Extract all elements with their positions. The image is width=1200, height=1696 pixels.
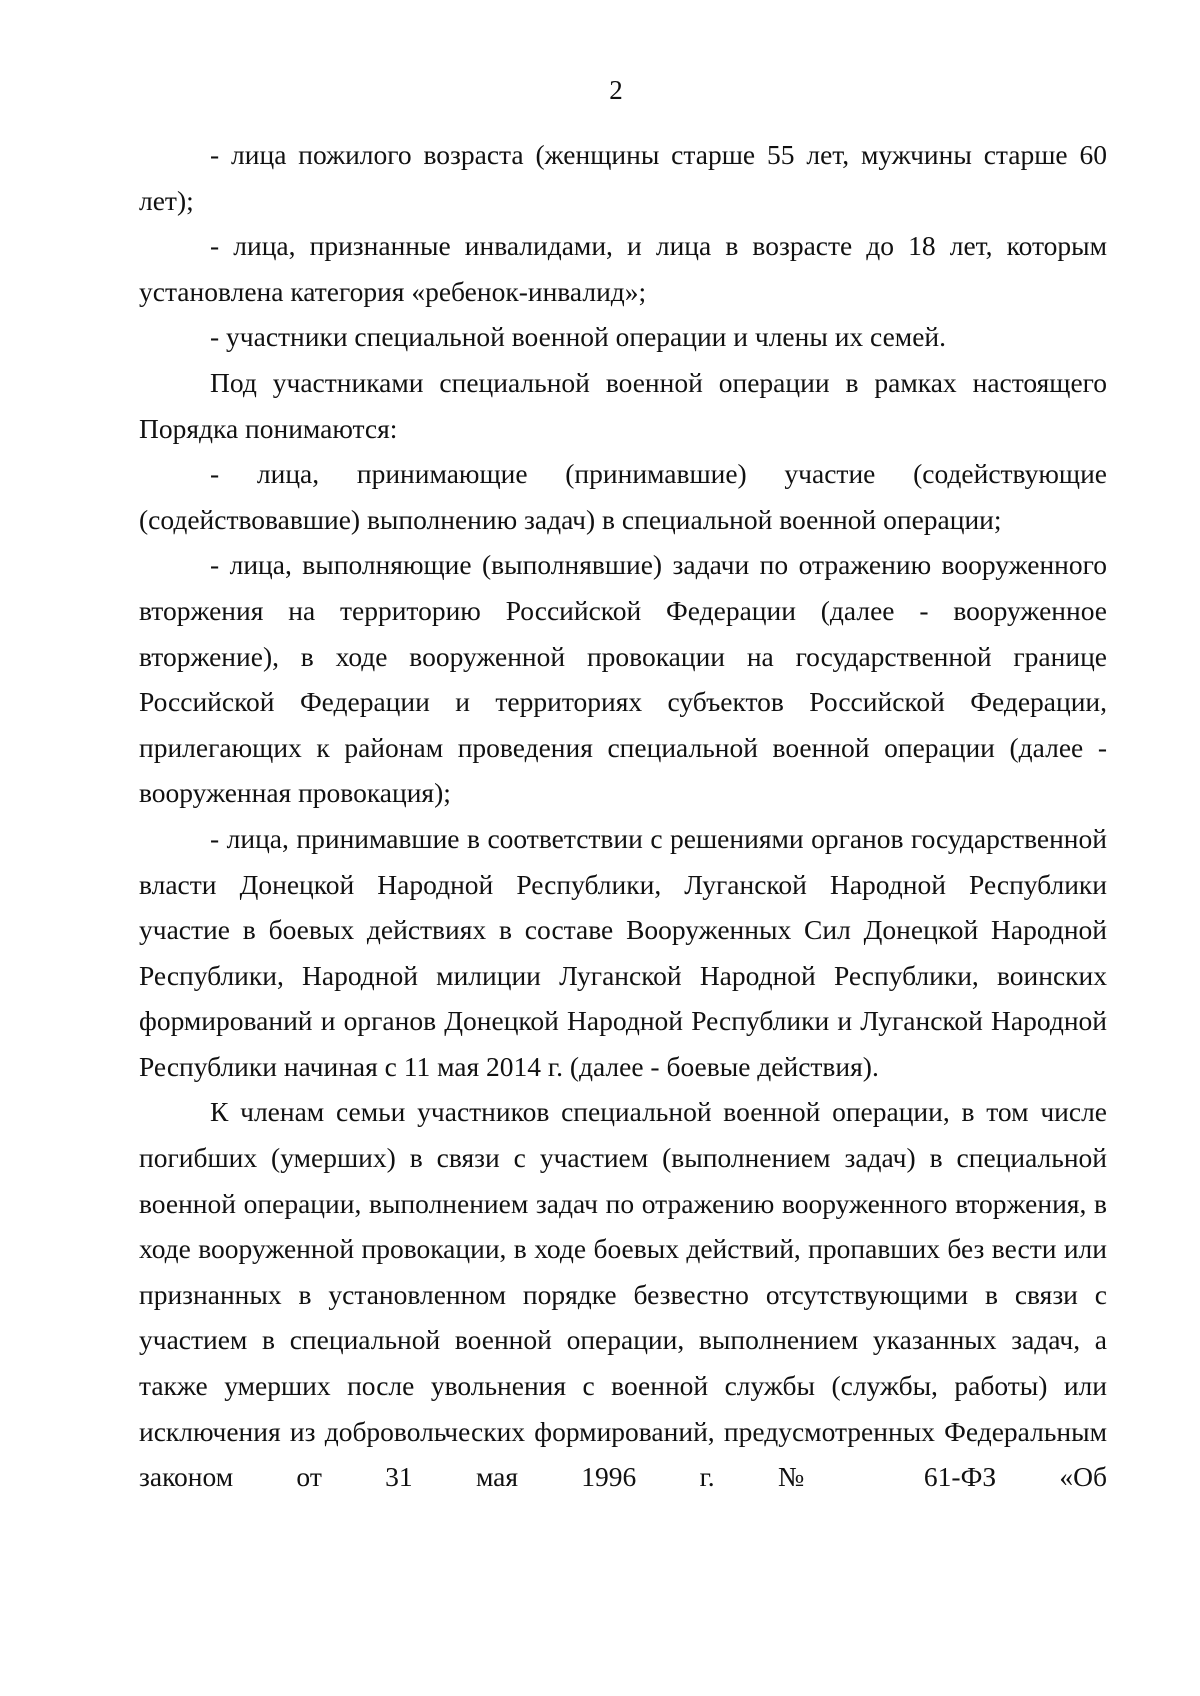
paragraph-elderly: - лица пожилого возраста (женщины старше 55 лет, мужчины старше 60 лет);	[139, 139, 1107, 216]
paragraph-disabled: - лица, признанные инвалидами, и лица в возрасте до 18 лет, которым установлена категория «ребенок-инвалид»;	[139, 230, 1107, 307]
paragraph-definition-intro: Под участниками специальной военной операции в рамках настоящего Порядка понимаются:	[139, 366, 1107, 444]
page-number: 2	[609, 75, 623, 105]
paragraph-svo-participants: - участники специальной военной операции и члены их семей.	[210, 321, 946, 353]
paragraph-family-members: К членам семьи участников специальной военной операции, в том числе погибших (умерших) в связи с участием (выполнением задач) в специальной военной операции, выполнением задач по отражению вооруженного вторжения, в ходе вооруженной провокации, в ходе боевых действий, пропавших без вести или признанных в установленном порядке безвестно отсутствующими в связи с участием в специальной военной операции, выполнением указанных задач, а также умерших после увольнения с военной службы (службы, работы) или исключения из добровольческих формирований, предусмотренных Федеральным законом от 31 мая 1996 г. № 61-ФЗ «Об	[139, 1096, 1107, 1493]
paragraph-definition-svo: - лица, принимающие (принимавшие) участие (содействующие (содействовавшие) выполнению задач) в специальной военной операции;	[139, 458, 1107, 535]
paragraph-definition-combat: - лица, принимавшие в соответствии с решениями органов государственной власти Донецкой Народной Республики, Луганской Народной Республики участие в боевых действиях в составе Вооруженных Сил Донецкой Народной Республики, Народной милиции Луганской Народной Республики, воинских формирований и органов Донецкой Народной Республики и Луганской Народной Республики начиная с 11 мая 2014 г. (далее - боевые действия).	[139, 822, 1107, 1082]
document-body	[139, 132, 1107, 1500]
paragraph-definition-invasion: - лица, выполняющие (выполнявшие) задачи по отражению вооруженного вторжения на территорию Российской Федерации (далее - вооруженное вторжение), в ходе вооруженной провокации на государственной границе Российской Федерации и территориях субъектов Российской Федерации, прилегающих к районам проведения специальной военной операции (далее - вооруженная провокация);	[139, 549, 1107, 809]
